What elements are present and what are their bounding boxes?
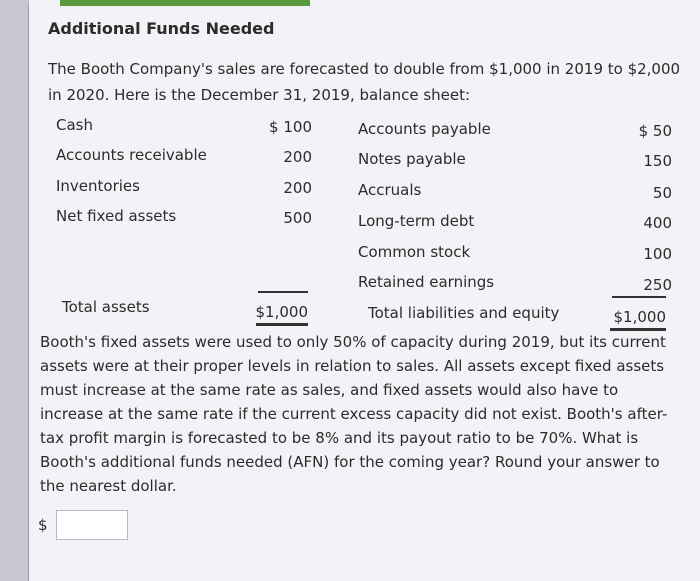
liability-value-ltd: 400 — [643, 214, 672, 232]
equity-value-common: 100 — [643, 245, 672, 263]
asset-value-inventories: 200 — [283, 179, 312, 197]
assets-subtotal-rule — [258, 291, 308, 293]
currency-symbol: $ — [38, 516, 48, 534]
le-subtotal-rule — [612, 296, 666, 298]
asset-label-fixed: Net fixed assets — [56, 207, 177, 225]
equity-label-retained: Retained earnings — [358, 273, 495, 291]
asset-value-receivables: 200 — [283, 148, 312, 166]
asset-label-receivables: Accounts receivable — [56, 146, 207, 164]
total-le-value: $1,000 — [613, 308, 666, 326]
asset-value-fixed: 500 — [283, 209, 312, 227]
liability-label-notes: Notes payable — [358, 150, 466, 168]
assets-total-underline — [256, 323, 308, 326]
equity-value-retained: 250 — [643, 276, 672, 294]
asset-value-cash: $ 100 — [269, 118, 312, 136]
left-margin-bar — [0, 0, 29, 581]
liability-label-accruals: Accruals — [358, 181, 422, 199]
liability-label-ap: Accounts payable — [358, 120, 491, 138]
problem-intro: The Booth Company's sales are forecasted to double from $1,000 in 2019 to $2,000 in 2020. Here is the December 31, 2019, balance sheet: — [48, 60, 681, 104]
asset-label-cash: Cash — [56, 116, 93, 134]
liability-label-ltd: Long-term debt — [358, 212, 475, 230]
liability-value-accruals: 50 — [652, 184, 672, 202]
problem-title: Additional Funds Needed — [48, 19, 275, 38]
equity-label-common: Common stock — [358, 243, 471, 261]
total-assets-value: $1,000 — [255, 303, 308, 321]
total-assets-label: Total assets — [62, 298, 150, 316]
asset-label-inventories: Inventories — [56, 177, 140, 195]
afn-answer-input[interactable] — [56, 510, 128, 540]
liability-value-ap: $ 50 — [638, 122, 672, 140]
liability-value-notes: 150 — [643, 152, 672, 170]
question-text: Booth's fixed assets were used to only 50% of capacity during 2019, but its current assets were at their proper levels in relation to sales. All assets except fixed assets must increase at the same rate as sales, and fixed assets would also have to increase at the same rate if the current excess capacity did not exist. Booth's after-tax profit margin is forecasted to be 8% and its payout ratio to be 70%. What is Booth's additional funds needed (AFN) for the coming year? Round your answer to the nearest dollar. — [40, 333, 668, 495]
total-le-label: Total liabilities and equity — [368, 304, 560, 322]
